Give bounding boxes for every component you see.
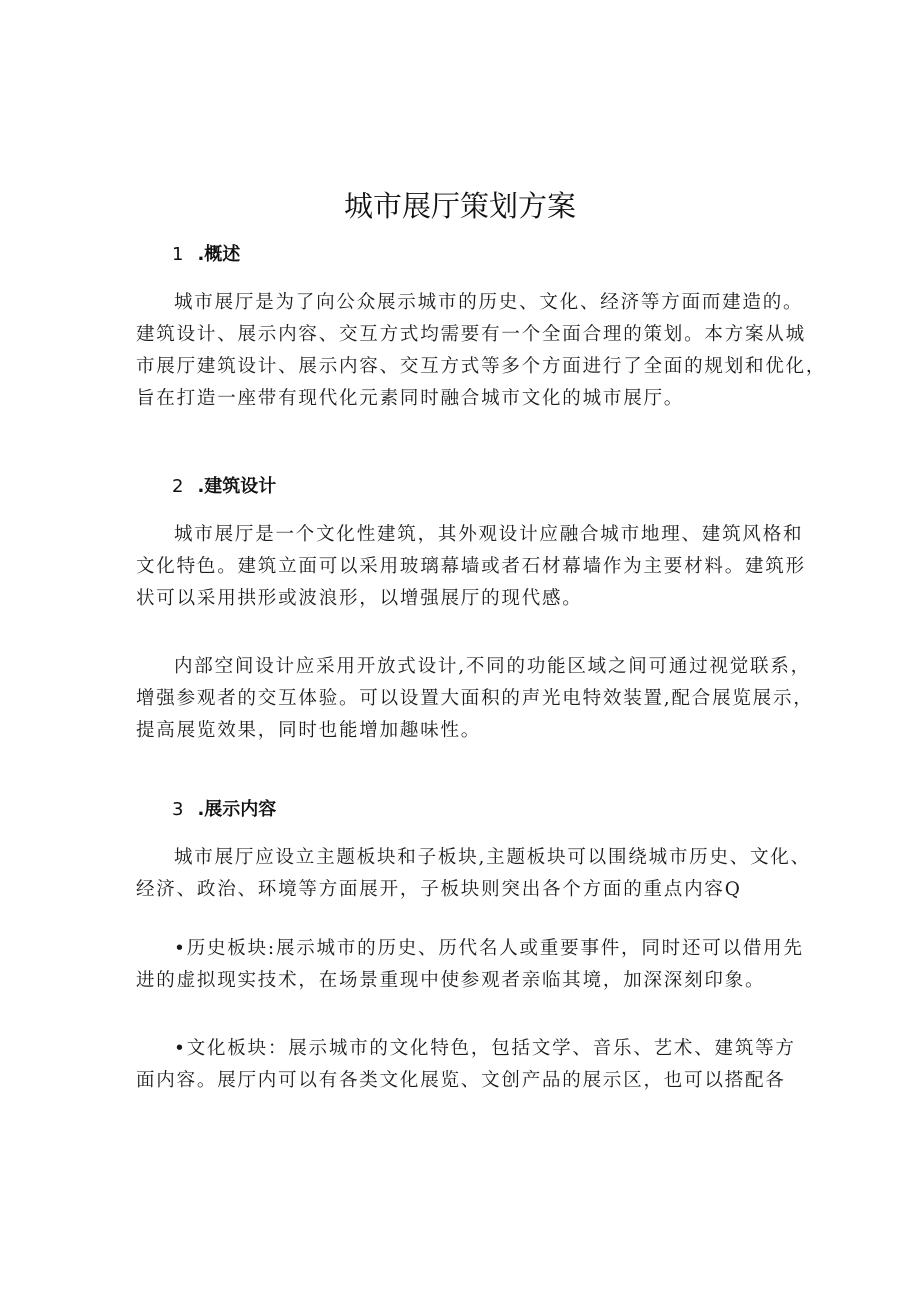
text-line: 城市展厅应设立主题板块和子板块,主题板块可以围绕城市历史、文化、 [174, 847, 811, 868]
paragraph-exhibits-intro [136, 842, 816, 906]
text-line: 文化特色。建筑立面可以采用玻璃幕墙或者石材幕墙作为主要材料。建筑形 [136, 556, 806, 577]
text-line: 建筑设计、展示内容、交互方式均需要有一个全面合理的策划。本方案从城 [136, 324, 806, 345]
section-heading-exhibits [172, 795, 276, 821]
text-line: •文化板块：展示城市的文化特色，包括文学、音乐、艺术、建筑等方 [174, 1038, 796, 1059]
text-line: 提高展览效果，同时也能增加趣味性。 [136, 720, 482, 741]
paragraph-overview [136, 287, 827, 415]
text-line: 城市展厅是为了向公众展示城市的历史、文化、经济等方面而建造的。 [174, 292, 804, 313]
section-title: .展示内容 [197, 799, 277, 820]
bullet-culture-block [136, 1033, 816, 1097]
page-title: 城市展厅策划方案 [343, 189, 576, 223]
text-line: 进的虚拟现实技术，在场景重现中使参观者亲临其境，加深深刻印象。 [136, 970, 766, 991]
text-line: 旨在打造一座带有现代化元素同时融合城市文化的城市展厅。 [136, 388, 685, 409]
section-number: 1 [172, 244, 184, 265]
text-line: 城市展厅是一个文化性建筑，其外观设计应融合城市地理、建筑风格和 [174, 524, 804, 545]
bullet-history-block [136, 933, 816, 997]
section-number: 3 [172, 799, 184, 820]
section-heading-architecture [172, 472, 276, 498]
text-line: 面内容。展厅内可以有各类文化展览、文创产品的展示区，也可以搭配各 [136, 1070, 786, 1091]
text-line: •历史板块:展示城市的历史、历代名人或重要事件，同时还可以借用先 [174, 938, 804, 959]
text-line: 增强参观者的交互体验。可以设置大面积的声光电特效装置,配合展览展示， [136, 688, 814, 709]
section-title: .建筑设计 [197, 476, 277, 497]
text-line: 市展厅建筑设计、展示内容、交互方式等多个方面进行了全面的规划和优化， [136, 356, 827, 377]
section-heading-overview [172, 240, 240, 266]
paragraph-architecture-exterior [136, 519, 816, 615]
text-line: 经济、政治、环境等方面展开，子板块则突出各个方面的重点内容Q [136, 879, 742, 900]
section-number: 2 [172, 476, 184, 497]
section-title: .概述 [197, 244, 241, 265]
text-line: 内部空间设计应采用开放式设计,不同的功能区域之间可通过视觉联系， [174, 656, 811, 677]
paragraph-architecture-interior [136, 651, 816, 747]
text-line: 状可以采用拱形或波浪形，以增强展厅的现代感。 [136, 588, 583, 609]
